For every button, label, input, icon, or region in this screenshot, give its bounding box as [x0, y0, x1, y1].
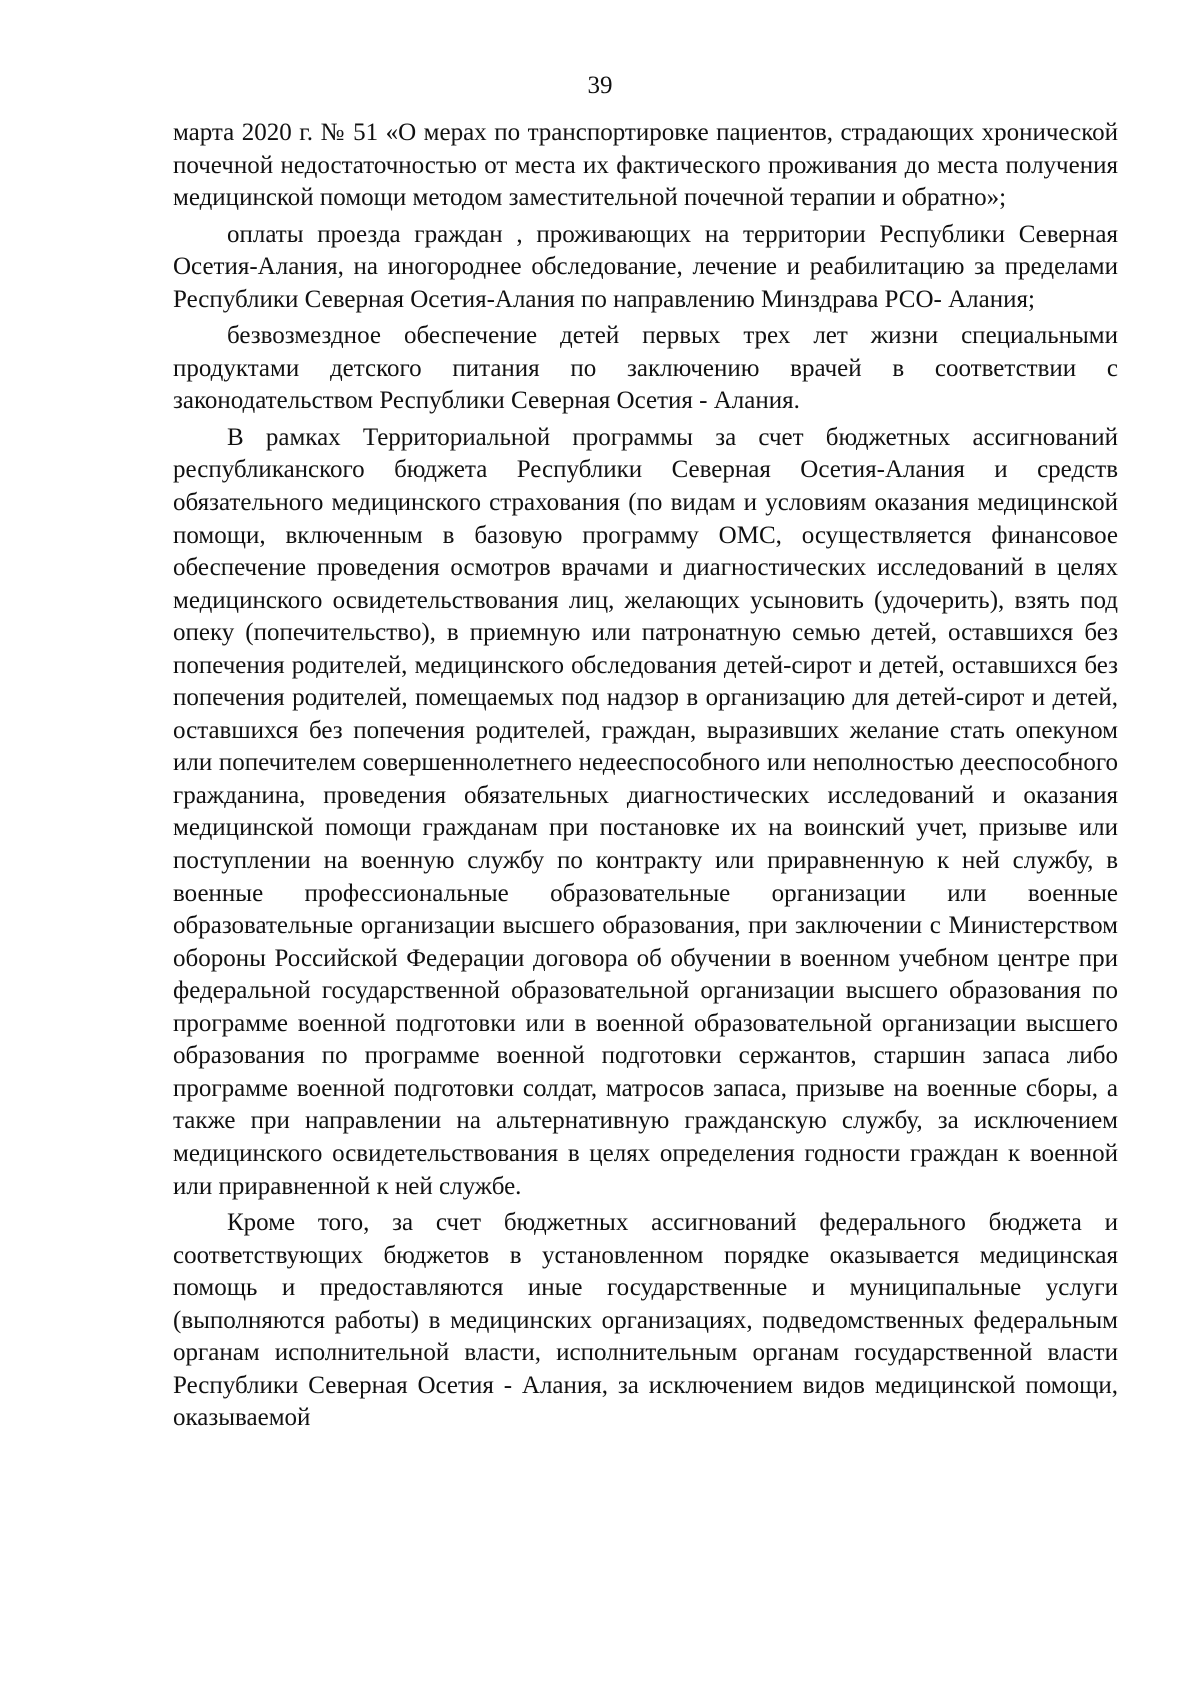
paragraph-travel-payment: оплаты проезда граждан , проживающих на территории Республики Северная Осетия-Алания, на иногороднее обследование, лечение и реабилитацию за пределами Республики Северная Осетия-Алания по направлению Минздрава РСО- Алания; [173, 220, 1118, 313]
paragraph-child-nutrition: безвозмездное обеспечение детей первых трех лет жизни специальными продуктами детского питания по заключению врачей в соответствии с законодательством Республики Северная Осетия - Алания. [173, 322, 1118, 415]
paragraph-federal-budget: Кроме того, за счет бюджетных ассигнований федерального бюджета и соответствующих бюджетов в установленном порядке оказывается медицинская помощь и предоставляются иные государственные и муниципальные услуги (выполняются работы) в медицинских организациях, подведомственных федеральным органам исполнительной власти, исполнительным органам государственной власти Республики Северная Осетия - Алания, за исключением видов медицинской помощи, оказываемой [173, 1209, 1118, 1432]
paragraph-territorial-program: В рамках Территориальной программы за счет бюджетных ассигнований республиканского бюджета Республики Северная Осетия-Алания и средств обязательного медицинского страхования (по видам и условиям оказания медицинской помощи, включенным в базовую программу ОМС, осуществляется финансовое обеспечение проведения осмотров врачами и диагностических исследований в целях медицинского освидетельствования лиц, желающих усыновить (удочерить), взять под опеку (попечительство), в приемную или патронатную семью детей, оставшихся без попечения родителей, медицинского обследования детей-сирот и детей, оставшихся без попечения родителей, помещаемых под надзор в организацию для детей-сирот и детей, оставшихся без попечения родителей, граждан, выразивших желание стать опекуном или попечителем совершеннолетнего недееспособного или неполностью дееспособного гражданина, проведения обязательных диагностических исследований и оказания медицинской помощи гражданам при постановке их на воинский учет, призыве или поступлении на военную службу по контракту или приравненную к ней службу, в военные профессиональные образовательные организации или военные образовательные организации высшего образования, при заключении с Министерством обороны Российской Федерации договора об обучении в военном учебном центре при федеральной государственной образовательной организации высшего образования по программе военной подготовки или в военной образовательной организации высшего образования по программе военной подготовки сержантов, старшин запаса либо программе военной подготовки солдат, матросов запаса, призыве на военные сборы, а также при направлении на альтернативную гражданскую службу, за исключением медицинского освидетельствования в целях определения годности граждан к военной или приравненной к ней службе. [173, 423, 1118, 1200]
document-body [173, 117, 1118, 1435]
page-number: 39 [587, 72, 613, 99]
paragraph-continuation: марта 2020 г. № 51 «О мерах по транспортировке пациентов, страдающих хронической почечной недостаточностью от места их фактического проживания до места получения медицинской помощи методом заместительной почечной терапии и обратно»; [173, 119, 1118, 212]
